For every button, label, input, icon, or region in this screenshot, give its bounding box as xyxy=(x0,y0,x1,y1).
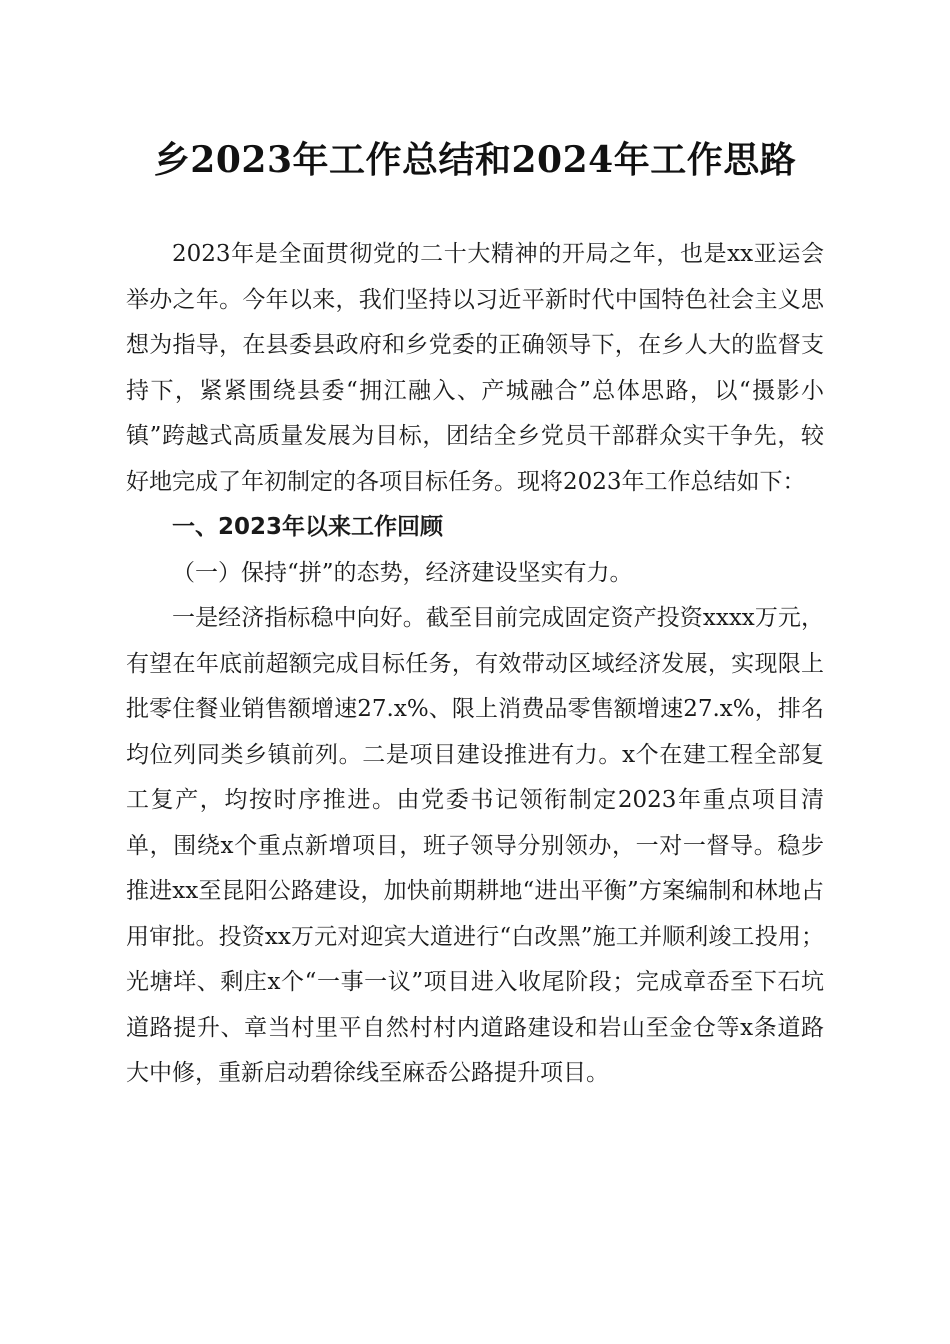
point-lead: 二是项目建设推进有力。 xyxy=(362,741,623,768)
intro-paragraph: 2023年是全面贯彻党的二十大精神的开局之年，也是xx亚运会举办之年。今年以来，我们坚持以习近平新时代中国特色社会主义思想为指导，在县委县政府和乡党委的正确领导下，在乡人大的监督支持下，紧紧围绕县委“拥江融入、产城融合”总体思路，以“摄影小镇”跨越式高质量发展为目标，团结全乡党员干部群众实干争先，较好地完成了年初制定的各项目标任务。现将2023年工作总结如下： xyxy=(126,241,824,495)
point-text: 截至目前完成固定资产投资xxxx万元，有望在年底前超额完成目标任务，有效带动区域经济发展，实现限上批零住餐业销售额增速27.x%、限上消费品零售额增速27.x%，排名均位列同类乡镇前列。 xyxy=(126,605,825,768)
point-text: x个在建工程全部复工复产，均按时序推进。由党委书记领衔制定2023年重点项目清单，围绕x个重点新增项目，班子领导分别领办，一对一督导。稳步推进xx至昆阳公路建设，加快前期耕地“进出平衡”方案编制和林地占用审批。投资xx万元对迎宾大道进行“白改黑”施工并顺利竣工投用；光塘垟、剩庄x个“一事一议”项目进入收尾阶段；完成章岙至下石坑道路提升、章当村里平自然村村内道路建设和岩山至金仓等x条道路大中修，重新启动碧徐线至麻岙公路提升项目。 xyxy=(126,741,825,1086)
subsection-heading: （一）保持“拼”的态势，经济建设坚实有力。 xyxy=(172,559,633,586)
section-heading: 一、2023年以来工作回顾 xyxy=(172,514,444,540)
point-lead: 一是经济指标稳中向好。 xyxy=(172,605,426,631)
document-body xyxy=(126,232,824,1097)
document-title: 乡2023年工作总结和2024年工作思路 xyxy=(153,139,797,181)
body-paragraph xyxy=(126,596,824,1097)
